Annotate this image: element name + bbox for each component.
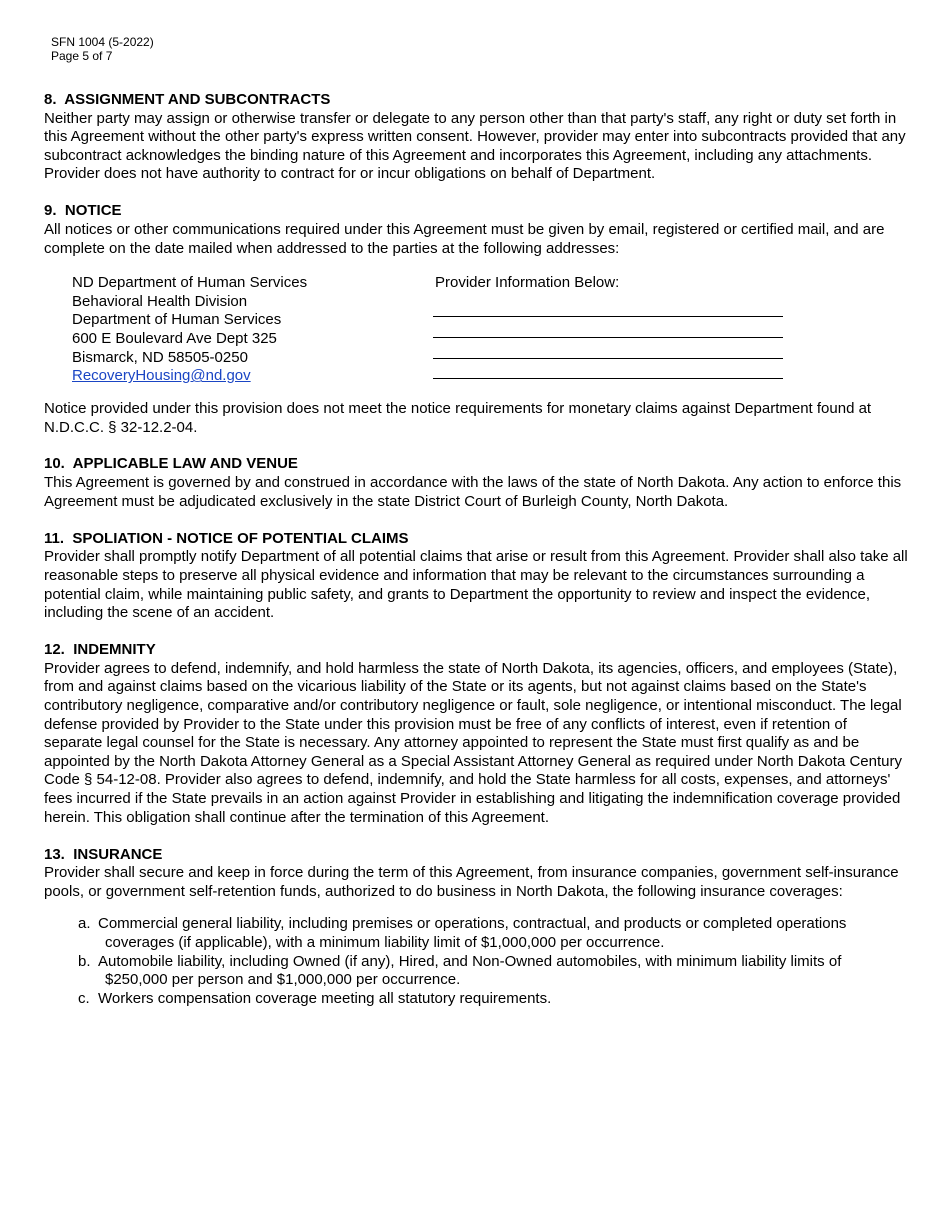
address-line: ND Department of Human Services bbox=[72, 274, 308, 292]
section-text: Provider shall secure and keep in force during the term of this Agreement, from insurance companies, government self-insurance pools, or government self-retention funds, authorized to do business in North Dakota, the following insurance coverages: bbox=[44, 864, 899, 900]
section-number: 10. bbox=[44, 455, 65, 473]
section-heading bbox=[44, 530, 908, 549]
list-marker: c. bbox=[78, 989, 90, 1007]
section-insurance bbox=[44, 846, 908, 1009]
section-heading bbox=[44, 641, 908, 660]
provider-info-label: Provider Information Below: bbox=[435, 274, 620, 292]
section-title: SPOLIATION - NOTICE OF POTENTIAL CLAIMS bbox=[72, 529, 409, 547]
provider-blank-line-2[interactable] bbox=[433, 337, 783, 338]
section-number: 13. bbox=[44, 845, 65, 863]
form-header bbox=[51, 35, 154, 63]
email-link[interactable]: RecoveryHousing@nd.gov bbox=[72, 367, 251, 385]
notice-footer: Notice provided under this provision does not meet the notice requirements for monetary claims against Department found at N.D.C.C. § 32-12.2-04. bbox=[44, 400, 872, 436]
form-number: SFN 1004 (5-2022) bbox=[51, 35, 154, 49]
section-text: This Agreement is governed by and construed in accordance with the laws of the state of North Dakota. Any action to enforce this Agreement must be adjudicated exclusively in the state District Court of Burleigh County, North Dakota. bbox=[44, 474, 902, 510]
section-text: Provider agrees to defend, indemnify, and hold harmless the state of North Dakota, its agencies, officers, and employees (State), from and against claims based on the vicarious liability of the State or its agents, but not against claims based on the State's contributory negligence, comparative and/or contributory negligence or fault, sole negligence, or intentional misconduct. The legal defense provided by Provider to the State under this provision must be free of any conflicts of interest, even if retention of separate legal counsel for the State is necessary. Any attorney appointed to represent the State must first qualify as and be appointed by the North Dakota Attorney General as a Special Assistant Attorney General as required under North Dakota Century Code § 54-12-08. Provider also agrees to defend, indemnify, and hold the State harmless for all costs, expenses, and attorneys' fees incurred if the State prevails in an action against Provider in establishing and litigating the indemnification coverage provided herein. This obligation shall continue after the termination of this Agreement. bbox=[44, 659, 902, 826]
section-title: INDEMNITY bbox=[73, 641, 156, 659]
page-number: Page 5 of 7 bbox=[51, 49, 113, 63]
address-line: 600 E Boulevard Ave Dept 325 bbox=[72, 330, 277, 348]
department-address bbox=[72, 274, 307, 386]
section-title: APPLICABLE LAW AND VENUE bbox=[72, 455, 298, 473]
list-item bbox=[44, 990, 908, 1009]
section-assignment bbox=[44, 91, 908, 184]
address-line: Bismarck, ND 58505-0250 bbox=[72, 348, 248, 366]
section-number: 8. bbox=[44, 91, 57, 108]
list-marker: b. bbox=[78, 952, 91, 970]
section-applicable-law bbox=[44, 455, 908, 511]
list-item-text: Automobile liability, including Owned (if any), Hired, and Non-Owned automobiles, with minimum liability limits of $250,000 per person and $1,000,000 per occurrence. bbox=[98, 952, 842, 989]
section-indemnity bbox=[44, 641, 908, 827]
address-block bbox=[44, 274, 908, 390]
section-number: 11. bbox=[44, 529, 65, 547]
section-number: 9. bbox=[44, 202, 57, 220]
section-text: Provider shall promptly notify Department of all potential claims that arise or result from this Agreement. Provider shall also take all reasonable steps to preserve all physical evidence and information that may be relevant to the circumstances surrounding a potential claim, while maintaining public safety, and grants to Department the opportunity to review and inspect the evidence, including the scene of an accident. bbox=[44, 548, 908, 622]
section-spoliation bbox=[44, 530, 908, 623]
section-text: Neither party may assign or otherwise transfer or delegate to any person other than that party's staff, any right or duty set forth in this Agreement without the other party's express written consent. However, provider may enter into subcontracts provided that any subcontract acknowledges the binding nature of this Agreement and incorporates this Agreement, including any attachments. Provider does not have authority to contract for or incur obligations on behalf of Department. bbox=[44, 109, 906, 183]
section-text: All notices or other communications required under this Agreement must be given by email, registered or certified mail, and are complete on the date mailed when addressed to the parties at the following addresses: bbox=[44, 221, 885, 257]
list-marker: a. bbox=[78, 915, 91, 933]
section-heading bbox=[44, 91, 908, 110]
list-item bbox=[44, 915, 908, 952]
provider-blank-line-1[interactable] bbox=[433, 316, 783, 317]
address-line: Department of Human Services bbox=[72, 311, 282, 329]
provider-blank-line-4[interactable] bbox=[433, 378, 783, 379]
section-notice bbox=[44, 202, 908, 437]
section-title: ASSIGNMENT AND SUBCONTRACTS bbox=[64, 91, 331, 108]
section-title: NOTICE bbox=[64, 202, 122, 220]
list-item-text: Workers compensation coverage meeting all statutory requirements. bbox=[98, 989, 552, 1007]
section-title: INSURANCE bbox=[73, 845, 163, 863]
list-item bbox=[44, 953, 908, 990]
section-number: 12. bbox=[44, 641, 65, 659]
list-item-text: Commercial general liability, including premises or operations, contractual, and products or completed operations coverages (if applicable), with a minimum liability limit of $1,000,000 per occurrence. bbox=[98, 915, 847, 951]
insurance-list bbox=[44, 915, 908, 1008]
address-line: Behavioral Health Division bbox=[72, 292, 248, 310]
section-heading bbox=[44, 846, 908, 865]
document-body bbox=[44, 91, 908, 1027]
section-heading bbox=[44, 455, 908, 474]
provider-blank-line-3[interactable] bbox=[433, 358, 783, 359]
section-heading bbox=[44, 202, 908, 221]
